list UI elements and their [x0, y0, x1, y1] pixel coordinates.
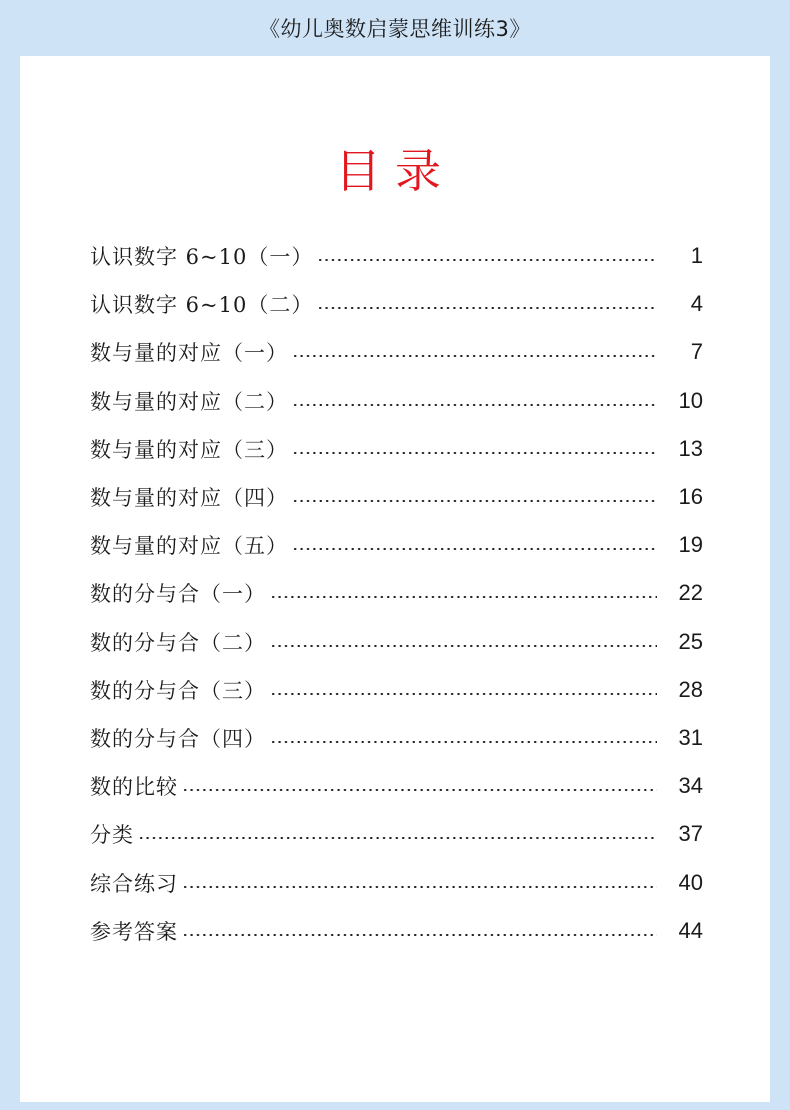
page-title: 目录: [335, 144, 455, 198]
dot-leader: [292, 404, 657, 406]
toc-item-label: 数的分与合（一）: [90, 582, 266, 607]
dot-leader: [138, 837, 657, 839]
dot-leader: [292, 355, 657, 357]
toc-item-label: 综合练习: [90, 871, 178, 896]
toc-item-page-number: 40: [678, 869, 703, 895]
toc-item-page-number: 28: [678, 676, 703, 702]
toc-item-page-number: 44: [678, 917, 703, 943]
toc-item[interactable]: [90, 714, 703, 762]
toc-item[interactable]: [90, 858, 703, 906]
toc-item-label: 数的比较: [90, 775, 178, 800]
toc-item[interactable]: [90, 328, 703, 376]
toc-item-page-number: 10: [678, 387, 703, 413]
toc-item[interactable]: [90, 762, 703, 810]
toc-item-label: 数与量的对应（一）: [90, 341, 288, 366]
toc-item-page-number: 19: [678, 532, 703, 558]
dot-leader: [270, 693, 657, 695]
book-title-header: 《幼儿奥数启蒙思维训练3》: [259, 17, 531, 41]
toc-item-label: 认识数字 6~10（一）: [90, 245, 314, 270]
toc-item-label: 数的分与合（四）: [90, 726, 266, 751]
toc-page: [20, 56, 770, 1102]
dot-leader: [270, 741, 657, 743]
toc-item[interactable]: [90, 569, 703, 617]
toc-item[interactable]: [90, 232, 703, 280]
toc-item[interactable]: [90, 280, 703, 328]
toc-item[interactable]: [90, 666, 703, 714]
toc-item-label: 参考答案: [90, 919, 178, 944]
dot-leader: [182, 886, 657, 888]
toc-item[interactable]: [90, 907, 703, 955]
toc-item-label: 认识数字 6~10（二）: [90, 293, 314, 318]
toc-item-page-number: 25: [678, 628, 703, 654]
toc-item-page-number: 4: [690, 291, 703, 317]
toc-item[interactable]: [90, 473, 703, 521]
toc-item-label: 数的分与合（二）: [90, 630, 266, 655]
toc-item-page-number: 22: [678, 580, 703, 606]
toc-item[interactable]: [90, 377, 703, 425]
toc-item-label: 数的分与合（三）: [90, 678, 266, 703]
toc-item-page-number: 7: [690, 339, 703, 365]
toc-item-label: 数与量的对应（四）: [90, 486, 288, 511]
toc-item-page-number: 31: [678, 724, 703, 750]
toc-item-page-number: 13: [678, 435, 703, 461]
toc-item-page-number: 16: [678, 484, 703, 510]
toc-item-label: 数与量的对应（二）: [90, 389, 288, 414]
dot-leader: [292, 548, 657, 550]
toc-item-page-number: 37: [678, 821, 703, 847]
toc-item-page-number: 1: [690, 243, 703, 269]
dot-leader: [317, 259, 657, 261]
toc-item-page-number: 34: [678, 773, 703, 799]
dot-leader: [270, 645, 657, 647]
table-of-contents: [90, 232, 703, 955]
dot-leader: [292, 500, 657, 502]
toc-item-label: 分类: [90, 823, 134, 848]
toc-item[interactable]: [90, 425, 703, 473]
toc-item[interactable]: [90, 618, 703, 666]
dot-leader: [317, 307, 657, 309]
dot-leader: [270, 596, 657, 598]
toc-item-label: 数与量的对应（五）: [90, 534, 288, 559]
dot-leader: [182, 789, 657, 791]
toc-item-label: 数与量的对应（三）: [90, 437, 288, 462]
toc-item[interactable]: [90, 521, 703, 569]
dot-leader: [292, 452, 657, 454]
toc-item[interactable]: [90, 810, 703, 858]
dot-leader: [182, 934, 657, 936]
